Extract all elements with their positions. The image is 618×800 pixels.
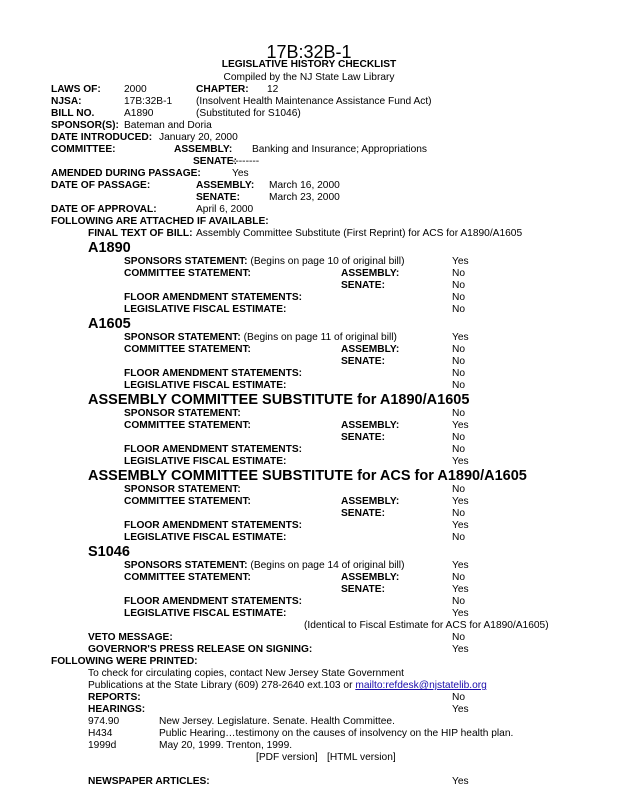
amended-value: Yes	[232, 168, 249, 179]
laws-of-label: LAWS OF:	[51, 84, 101, 95]
senate-label: SENATE:	[341, 508, 385, 519]
final-text-value: Assembly Committee Substitute (First Reprint) for ACS for A1890/A1605	[196, 228, 523, 239]
newspaper-value: Yes	[452, 776, 469, 787]
bill-value: A1890	[124, 108, 154, 119]
veto-label: VETO MESSAGE:	[88, 632, 173, 643]
committee-statement-label: COMMITTEE STATEMENT:	[124, 268, 251, 279]
senate-value: No	[452, 356, 466, 367]
floor-amendment-label: FLOOR AMENDMENT STATEMENTS:	[124, 292, 303, 303]
sponsor-statement-label: SPONSORS STATEMENT:	[124, 560, 248, 571]
assembly-label: ASSEMBLY:	[341, 572, 400, 583]
floor-amendment-value: No	[452, 444, 466, 455]
hearings-value: Yes	[452, 704, 469, 715]
committee-statement-label: COMMITTEE STATEMENT:	[124, 496, 251, 507]
assembly-label: ASSEMBLY:	[341, 344, 400, 355]
fiscal-estimate-label: LEGISLATIVE FISCAL ESTIMATE:	[124, 304, 287, 315]
sponsor-statement-label: SPONSOR STATEMENT:	[124, 484, 241, 495]
hearings-label: HEARINGS:	[88, 704, 146, 715]
printed-line-1: To check for circulating copies, contact New Jersey State Government	[88, 668, 404, 679]
sponsor-note: (Begins on page 14 of original bill)	[250, 560, 405, 571]
senate-value: Yes	[452, 584, 469, 595]
passage-assembly-label: ASSEMBLY:	[196, 180, 255, 191]
section-heading: A1890	[88, 240, 131, 256]
sponsor-note: (Begins on page 10 of original bill)	[250, 256, 405, 267]
committee-statement-label: COMMITTEE STATEMENT:	[124, 572, 251, 583]
final-text-label: FINAL TEXT OF BILL:	[88, 228, 193, 239]
chapter-value: 12	[267, 84, 279, 95]
fiscal-estimate-value: Yes	[452, 608, 469, 619]
assembly-value: Yes	[452, 420, 469, 431]
bill-substituted: (Substituted for S1046)	[196, 108, 301, 119]
section-heading: A1605	[88, 316, 131, 332]
passage-senate-label: SENATE:	[196, 192, 240, 203]
checklist-heading: LEGISLATIVE HISTORY CHECKLIST	[221, 59, 397, 70]
approval-value: April 6, 2000	[196, 204, 254, 215]
senate-label: SENATE:	[341, 432, 385, 443]
sponsor-note: (Begins on page 11 of original bill)	[243, 332, 397, 343]
floor-amendment-value: No	[452, 368, 466, 379]
section-heading: ASSEMBLY COMMITTEE SUBSTITUTE for ACS for A1890/A1605	[88, 468, 527, 484]
njsa-description: (Insolvent Health Maintenance Assistance Fund Act)	[196, 96, 432, 107]
bill-label: BILL NO.	[51, 108, 95, 119]
sponsor-statement-value: Yes	[452, 256, 469, 267]
press-release-value: Yes	[452, 644, 469, 655]
sponsor-statement-label: SPONSORS STATEMENT:	[124, 256, 248, 267]
floor-amendment-value: No	[452, 596, 466, 607]
sponsor-statement-value: No	[452, 484, 466, 495]
fiscal-estimate-note: (Identical to Fiscal Estimate for ACS for A1890/A1605)	[304, 620, 549, 631]
sponsor-statement-label: SPONSOR STATEMENT:	[124, 408, 241, 419]
fiscal-estimate-value: No	[452, 380, 466, 391]
sponsors-label: SPONSOR(S):	[51, 120, 119, 131]
sponsor-statement-row	[124, 256, 404, 268]
printed-line-2	[88, 680, 487, 692]
senate-value: No	[452, 432, 466, 443]
hearing-code: 974.90	[88, 716, 120, 727]
fiscal-estimate-value: No	[452, 304, 466, 315]
hearing-text: New Jersey. Legislature. Senate. Health Committee.	[159, 716, 395, 727]
veto-value: No	[452, 632, 466, 643]
assembly-value: No	[452, 344, 466, 355]
hearing-text: Public Hearing…testimony on the causes of insolvency on the HIP health plan.	[159, 728, 514, 739]
hearing-code: H434	[88, 728, 113, 739]
reports-label: REPORTS:	[88, 692, 141, 703]
sponsor-statement-value: Yes	[452, 332, 469, 343]
passage-label: DATE OF PASSAGE:	[51, 180, 151, 191]
assembly-value: No	[452, 572, 466, 583]
email-link[interactable]: mailto:refdesk@njstatelib.org	[355, 680, 487, 691]
floor-amendment-label: FLOOR AMENDMENT STATEMENTS:	[124, 520, 303, 531]
senate-value: No	[452, 508, 466, 519]
hearing-code: 1999d	[88, 740, 117, 751]
amended-label: AMENDED DURING PASSAGE:	[51, 168, 201, 179]
committee-statement-label: COMMITTEE STATEMENT:	[124, 344, 251, 355]
passage-senate-value: March 23, 2000	[269, 192, 340, 203]
sponsor-statement-value: Yes	[452, 560, 469, 571]
assembly-value: No	[452, 268, 466, 279]
attached-label: FOLLOWING ARE ATTACHED IF AVAILABLE:	[51, 216, 269, 227]
laws-of-value: 2000	[124, 84, 147, 95]
pdf-version-link[interactable]: [PDF version]	[256, 752, 318, 763]
assembly-value: Yes	[452, 496, 469, 507]
press-release-label: GOVERNOR'S PRESS RELEASE ON SIGNING:	[88, 644, 313, 655]
senate-label: SENATE:	[341, 584, 385, 595]
floor-amendment-label: FLOOR AMENDMENT STATEMENTS:	[124, 596, 303, 607]
passage-assembly-value: March 16, 2000	[269, 180, 340, 191]
printed-label: FOLLOWING WERE PRINTED:	[51, 656, 198, 667]
floor-amendment-value: Yes	[452, 520, 469, 531]
committee-senate-label: SENATE:	[193, 156, 237, 167]
njsa-value: 17B:32B-1	[124, 96, 173, 107]
fiscal-estimate-value: Yes	[452, 456, 469, 467]
fiscal-estimate-label: LEGISLATIVE FISCAL ESTIMATE:	[124, 608, 287, 619]
introduced-value: January 20, 2000	[159, 132, 238, 143]
assembly-label: ASSEMBLY:	[341, 268, 400, 279]
fiscal-estimate-value: No	[452, 532, 466, 543]
sponsor-statement-label: SPONSOR STATEMENT:	[124, 332, 241, 343]
hearing-text: May 20, 1999. Trenton, 1999.	[159, 740, 293, 751]
committee-assembly-label: ASSEMBLY:	[174, 144, 233, 155]
floor-amendment-value: No	[452, 292, 466, 303]
senate-value: No	[452, 280, 466, 291]
committee-statement-label: COMMITTEE STATEMENT:	[124, 420, 251, 431]
approval-label: DATE OF APPROVAL:	[51, 204, 157, 215]
newspaper-label: NEWSPAPER ARTICLES:	[88, 776, 210, 787]
html-version-link[interactable]: [HTML version]	[327, 752, 396, 763]
sponsors-value: Bateman and Doria	[124, 120, 212, 131]
committee-assembly-value: Banking and Insurance; Appropriations	[252, 144, 428, 155]
floor-amendment-label: FLOOR AMENDMENT STATEMENTS:	[124, 368, 303, 379]
sponsor-statement-value: No	[452, 408, 466, 419]
njsa-label: NJSA:	[51, 96, 82, 107]
introduced-label: DATE INTRODUCED:	[51, 132, 153, 143]
section-heading: S1046	[88, 544, 130, 560]
senate-label: SENATE:	[341, 356, 385, 367]
reports-value: No	[452, 692, 466, 703]
section-heading: ASSEMBLY COMMITTEE SUBSTITUTE for A1890/A1605	[88, 392, 470, 408]
assembly-label: ASSEMBLY:	[341, 496, 400, 507]
fiscal-estimate-label: LEGISLATIVE FISCAL ESTIMATE:	[124, 456, 287, 467]
assembly-label: ASSEMBLY:	[341, 420, 400, 431]
sponsor-statement-row	[124, 560, 404, 572]
senate-label: SENATE:	[341, 280, 385, 291]
compiled-by: Compiled by the NJ State Law Library	[223, 72, 395, 83]
floor-amendment-label: FLOOR AMENDMENT STATEMENTS:	[124, 444, 303, 455]
committee-senate-value: --------	[232, 156, 260, 167]
chapter-label: CHAPTER:	[196, 84, 249, 95]
fiscal-estimate-label: LEGISLATIVE FISCAL ESTIMATE:	[124, 380, 287, 391]
sponsor-statement-row	[124, 332, 397, 344]
committee-label: COMMITTEE:	[51, 144, 116, 155]
fiscal-estimate-label: LEGISLATIVE FISCAL ESTIMATE:	[124, 532, 287, 543]
page-title: 17B:32B-1	[266, 42, 352, 62]
printed-line-2-text: Publications at the State Library (609) 278-2640 ext.103 or	[88, 680, 353, 691]
